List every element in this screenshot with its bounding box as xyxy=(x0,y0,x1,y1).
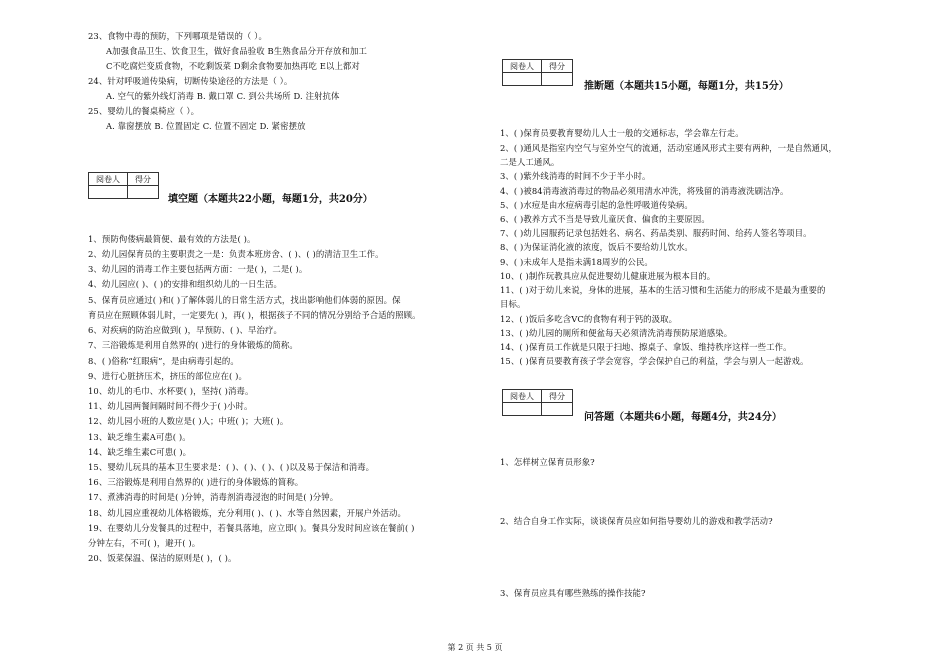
fill-item-19b: 分钟左右，不可( )，避开( )。 xyxy=(88,538,201,548)
fill-score-box xyxy=(88,172,159,199)
judge-item-1: 1、( )保育员要教育婴幼儿人士一般的交通标志，学会靠左行走。 xyxy=(500,128,744,138)
question-25-options: A. 靠窗摆放 B. 位置固定 C. 位置不固定 D. 紧密摆放 xyxy=(106,121,306,131)
fill-item-15: 15、婴幼儿玩具的基本卫生要求是：( )、( )、( )、( )以及易于保洁和消毒。 xyxy=(88,462,375,472)
question-24-options: A. 空气的紫外线灯消毒 B. 戴口罩 C. 到公共场所 D. 注射抗体 xyxy=(106,91,340,101)
fill-item-12: 12、幼儿园小班的人数应是( )人；中班( )；大班( )。 xyxy=(88,416,289,426)
reviewer-label: 阅卷人 xyxy=(89,173,128,186)
judge-item-11b: 目标。 xyxy=(500,299,526,309)
fill-item-16: 16、三浴锻炼是利用自然界的( )进行的身体锻炼的简称。 xyxy=(88,477,304,487)
judge-item-3: 3、( )紫外线消毒的时间不少于半小时。 xyxy=(500,171,651,181)
reviewer-cell xyxy=(503,403,542,416)
judge-item-4: 4、( )被84消毒液消毒过的物品必须用清水冲洗，将残留的消毒液洗刷洁净。 xyxy=(500,186,789,196)
reviewer-cell xyxy=(503,73,542,86)
fill-item-10: 10、幼儿的毛巾、水杯要( )，坚持( )消毒。 xyxy=(88,386,254,396)
judge-item-9: 9、( )未成年人是指未满18周岁的公民。 xyxy=(500,257,653,267)
judge-item-7: 7、( )幼儿园服药记录包括姓名、病名、药品类别、服药时间、给药人签名等项目。 xyxy=(500,228,812,238)
fill-item-4: 4、幼儿园应( )、( )的安排和组织幼儿的一日生活。 xyxy=(88,279,282,289)
judge-item-5: 5、( )水痘是由水痘病毒引起的急性呼吸道传染病。 xyxy=(500,200,693,210)
judge-item-8: 8、( )为保证消化液的浓度，饭后不要给幼儿饮水。 xyxy=(500,242,693,252)
reviewer-label: 阅卷人 xyxy=(503,390,542,403)
score-cell xyxy=(128,186,159,199)
score-cell xyxy=(542,403,573,416)
fill-item-11: 11、幼儿园两餐间隔时间不得少于( )小时。 xyxy=(88,401,253,411)
judge-item-10: 10、( )制作玩教具应从促进婴幼儿健康进展为根本目的。 xyxy=(500,271,716,281)
fill-item-6: 6、对疾病的防治应做到( )，早预防、( )、早治疗。 xyxy=(88,325,282,335)
judge-item-6: 6、( )教养方式不当是导致儿童厌食、偏食的主要原因。 xyxy=(500,214,710,224)
score-label: 得分 xyxy=(128,173,159,186)
fill-item-19a: 19、在婴幼儿分发餐具的过程中，若餐具落地，应立即( )。餐具分发时间应该在餐前( ) xyxy=(88,523,415,533)
qa-item-1: 1、怎样树立保育员形象? xyxy=(500,457,595,467)
qa-item-2: 2、结合自身工作实际，谈谈保育员应如何指导婴幼儿的游戏和教学活动? xyxy=(500,516,773,526)
fill-section-title: 填空题（本题共22小题，每题1分，共20分） xyxy=(168,194,373,205)
fill-item-5b: 育员应在照顾体弱儿时，一定要先( )，再( )，根据孩子不同的情况分别给予合适的照顾。 xyxy=(88,310,421,320)
fill-item-3: 3、幼儿园的消毒工作主要包括两方面：一是( )，二是( )。 xyxy=(88,264,308,274)
qa-section-title: 问答题（本题共6小题，每题4分，共24分） xyxy=(584,412,782,423)
page-footer: 第 2 页 共 5 页 xyxy=(447,643,503,652)
question-23: 23、食物中毒的预防，下列哪项是错误的（ ）。 xyxy=(88,31,267,41)
fill-item-1: 1、预防佝偻病最简便、最有效的方法是( )。 xyxy=(88,234,256,244)
question-25: 25、婴幼儿的餐桌椅应（ ）。 xyxy=(88,106,200,116)
question-24: 24、针对呼吸道传染病，切断传染途径的方法是（ ）。 xyxy=(88,76,293,86)
score-cell xyxy=(542,73,573,86)
judge-item-11a: 11、( )对于幼儿来说，身体的进展，基本的生活习惯和生活能力的形成不是最为重要的 xyxy=(500,285,826,295)
fill-item-20: 20、饭菜保温、保洁的原则是( )，( )。 xyxy=(88,553,237,563)
reviewer-cell xyxy=(89,186,128,199)
question-23-options-ab: A加强食品卫生、饮食卫生，做好食品验收 B生熟食品分开存放和加工 xyxy=(106,46,367,56)
score-label: 得分 xyxy=(542,60,573,73)
fill-item-14: 14、缺乏维生素C可患( )。 xyxy=(88,447,192,457)
fill-item-2: 2、幼儿园保育员的主要职责之一是：负责本班房舍、( )、( )的清洁卫生工作。 xyxy=(88,249,384,259)
reviewer-label: 阅卷人 xyxy=(503,60,542,73)
fill-item-9: 9、进行心脏挤压术，挤压的部位应在( )。 xyxy=(88,371,247,381)
judge-item-12: 12、( )饭后多吃含VC的食物有利于钙的汲取。 xyxy=(500,314,678,324)
fill-item-17: 17、煮沸消毒的时间是( )分钟，消毒剂消毒浸泡的时间是( )分钟。 xyxy=(88,492,339,502)
question-23-options-cd: C不吃腐烂变质食物，不吃剩饭菜 D剩余食物要加热再吃 E以上都对 xyxy=(106,61,360,71)
judge-item-14: 14、( )保育员工作就是只限于扫地、擦桌子、拿饭、维持秩序这样一些工作。 xyxy=(500,342,792,352)
score-label: 得分 xyxy=(542,390,573,403)
judge-score-box xyxy=(502,59,573,86)
fill-item-18: 18、幼儿园应重视幼儿体格锻炼，充分利用( )、( )、水等自然因素，开展户外活动。 xyxy=(88,508,406,518)
judge-item-15: 15、( )保育员要教育孩子学会宽容，学会保护自己的利益，学会与别人一起游戏。 xyxy=(500,356,809,366)
judge-section-title: 推断题（本题共15小题，每题1分，共15分） xyxy=(584,81,789,92)
judge-item-2a: 2、( )通风是指室内空气与室外空气的流通，活动室通风形式主要有两种，一是自然通风， xyxy=(500,143,837,153)
fill-item-5a: 5、保育员应通过( )和( )了解体弱儿的日常生活方式，找出影响他们体弱的原因。保 xyxy=(88,295,401,305)
fill-item-8: 8、( )俗称“红眼病”，是由病毒引起的。 xyxy=(88,356,239,366)
qa-score-box xyxy=(502,389,573,416)
judge-item-13: 13、( )幼儿园的厕所和便盆每天必须清洗消毒预防尿道感染。 xyxy=(500,328,733,338)
fill-item-13: 13、缺乏维生素A可患( )。 xyxy=(88,432,191,442)
fill-item-7: 7、三浴锻炼是利用自然界的( )进行的身体锻炼的简称。 xyxy=(88,340,298,350)
judge-item-2b: 二是人工通风。 xyxy=(500,157,560,167)
qa-item-3: 3、保育员应具有哪些熟练的操作技能? xyxy=(500,588,646,598)
